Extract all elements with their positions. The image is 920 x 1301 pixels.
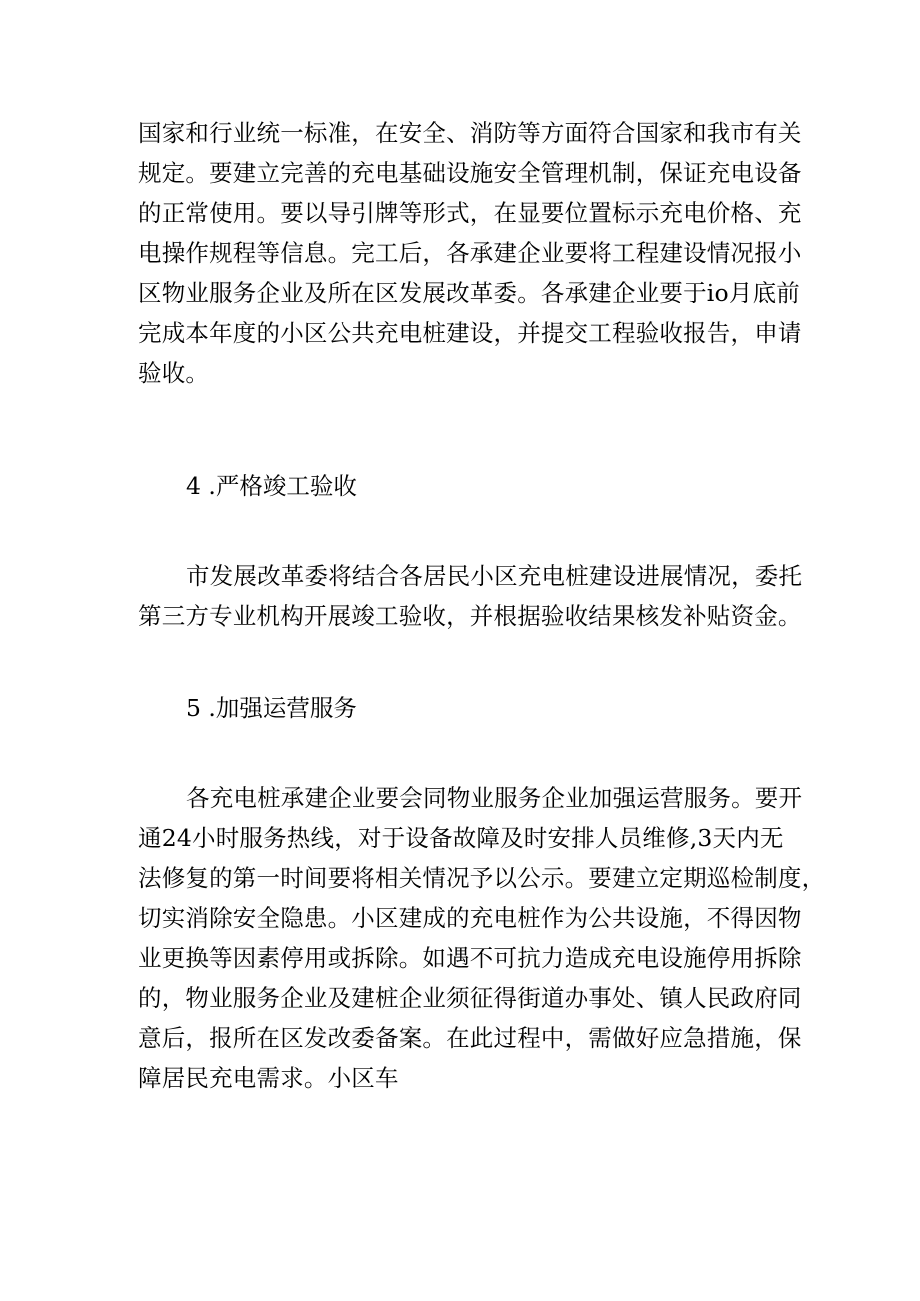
text-line: 市发展改革委将结合各居民小区充电桩建设进展情况，委托 (186, 562, 803, 590)
text-line: 国家和行业统一标准，在安全、消防等方面符合国家和我市有关 (138, 119, 802, 147)
text-line: 区物业服务企业及所在区发展改革委。各承建企业要于io月底前 (138, 279, 800, 307)
text-line: 障居民充电需求。小区车 (138, 1064, 399, 1092)
text-line: 电操作规程等信息。完工后，各承建企业要将工程建设情况报小 (138, 239, 802, 267)
text-line: 法修复的第一时间要将相关情况予以公示。要建立定期巡检制度， (138, 864, 826, 892)
text-line: 的正常使用。要以导引牌等形式，在显要位置标示充电价格、充 (138, 199, 802, 227)
text-line: 意后，报所在区发改委备案。在此过程中，需做好应急措施，保 (138, 1024, 802, 1052)
text-line: 通24小时服务热线，对于设备故障及时安排人员维修,3天内无 (138, 824, 784, 852)
section-4-heading: 4 .严格竣工验收 (186, 472, 357, 500)
text-line: 各充电桩承建企业要会同物业服务企业加强运营服务。要开 (186, 784, 803, 812)
text-line: 验收。 (138, 359, 210, 387)
text-line: 业更换等因素停用或拆除。如遇不可抗力造成充电设施停用拆除 (138, 944, 802, 972)
text-line: 规定。要建立完善的充电基础设施安全管理机制，保证充电设备 (138, 159, 802, 187)
section-5-heading: 5 .加强运营服务 (186, 694, 357, 722)
text-line: 的，物业服务企业及建桩企业须征得街道办事处、镇人民政府同 (138, 984, 802, 1012)
text-line: 完成本年度的小区公共充电桩建设，并提交工程验收报告，申请 (138, 319, 802, 347)
text-line: 切实消除安全隐患。小区建成的充电桩作为公共设施，不得因物 (138, 904, 802, 932)
text-line: 第三方专业机构开展竣工验收，并根据验收结果核发补贴资金。 (138, 602, 802, 630)
